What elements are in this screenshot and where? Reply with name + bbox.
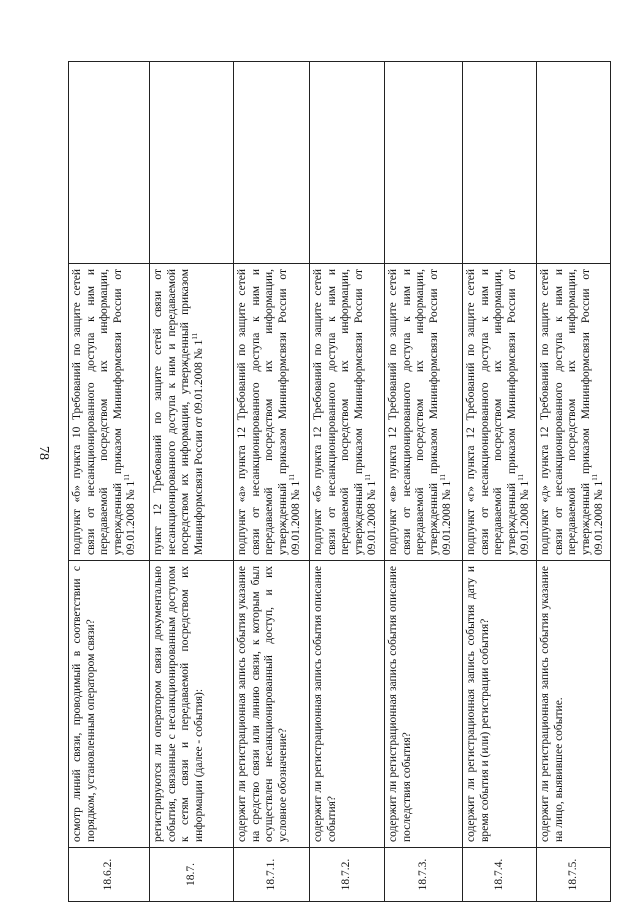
question-cell: осмотр линий связи, проводимый в соответствии с порядком, установленным оператором связи?: [69, 561, 150, 848]
empty-cell: [537, 62, 611, 264]
question-cell: содержит ли регистрационная запись события описание события?: [310, 561, 385, 848]
reference-text: подпункт «б» пункта 10 Требований по защите сетей связи от несанкционированного доступа к ним и передаваемой посредством их информации, утвержденный приказом Мининформсвязи России от 09.01.2008 № 1: [71, 269, 137, 555]
reference-text: подпункт «б» пункта 12 Требований по защите сетей связи от несанкционированного доступа к ним и передаваемой посредством их информации, утвержденный приказом Мининформсвязи России от 09.01.2008 № 1: [312, 269, 378, 555]
table-row: [463, 62, 537, 902]
reference-text: подпункт «г» пункта 12 Требований по защите сетей связи от несанкционированного доступа к ним и передаваемой посредством их информации, утвержденный приказом Мининформсвязи России от 09.01.2008 № 1: [465, 269, 531, 555]
reference-text: подпункт «в» пункта 12 Требований по защите сетей связи от несанкционированного доступа к ним и передаваемой посредством их информации, утвержденный приказом Мининформсвязи России от 09.01.2008 № 1: [387, 269, 453, 555]
table-row: [385, 62, 463, 902]
row-number: 18.6.2.: [102, 858, 115, 891]
table-row: [150, 62, 234, 902]
empty-cell: [234, 62, 310, 264]
table-row: [69, 62, 150, 902]
row-number: 18.7.2.: [340, 858, 353, 891]
reference-cell: [310, 264, 385, 561]
footnote-mark: 11: [190, 332, 199, 340]
rotated-table-wrapper: [68, 62, 610, 902]
question-cell: содержит ли регистрационная запись события дату и время события и (или) регистрации события?: [463, 561, 537, 848]
question-cell: регистрируются ли оператором связи документально события, связанные с несанкционированным доступом к сетям связи и передаваемой посредством их информации (далее - события):: [150, 561, 234, 848]
row-number-cell: [310, 848, 385, 902]
reference-cell: [234, 264, 310, 561]
page-number: 78: [36, 446, 51, 460]
footnote-mark: 11: [364, 474, 373, 481]
reference-cell: [385, 264, 463, 561]
empty-cell: [150, 62, 234, 264]
row-number-cell: [463, 848, 537, 902]
empty-cell: [463, 62, 537, 264]
row-number: 18.7.: [184, 863, 197, 886]
row-number: 18.7.3.: [416, 858, 429, 891]
row-number-cell: [537, 848, 611, 902]
row-number-cell: [69, 848, 150, 902]
row-number-cell: [234, 848, 310, 902]
row-number-cell: [385, 848, 463, 902]
table-row: [310, 62, 385, 902]
row-number-cell: [150, 848, 234, 902]
reference-cell: [69, 264, 150, 561]
footnote-mark: 11: [517, 474, 526, 481]
question-cell: содержит ли регистрационная запись события указание на средство связи или линию связи, к которым был осуществлен несанкционированный доступ, и их условное обозначение?: [234, 561, 310, 848]
question-cell: содержит ли регистрационная запись события указание на лицо, выявившее событие.: [537, 561, 611, 848]
requirements-table: [68, 61, 611, 902]
empty-cell: [310, 62, 385, 264]
reference-cell: [150, 264, 234, 561]
footnote-mark: 11: [439, 474, 448, 481]
footnote-mark: 11: [123, 474, 132, 481]
row-number: 18.7.4.: [492, 858, 505, 891]
reference-cell: [463, 264, 537, 561]
empty-cell: [385, 62, 463, 264]
table-row: [234, 62, 310, 902]
footnote-mark: 11: [288, 474, 297, 481]
table-row: [537, 62, 611, 902]
reference-text: подпункт «а» пункта 12 Требований по защите сетей связи от несанкционированного доступа к ним и передаваемой посредством их информации, утвержденный приказом Мининформсвязи России от 09.01.2008 № 1: [236, 269, 302, 555]
footnote-mark: 11: [591, 474, 600, 481]
question-cell: содержит ли регистрационная запись события описание последствия события?: [385, 561, 463, 848]
row-number: 18.7.1.: [264, 858, 277, 891]
row-number: 18.7.5.: [566, 858, 579, 891]
reference-text: подпункт «д» пункта 12 Требований по защите сетей связи от несанкционированного доступа к ним и передаваемой посредством их информации, утвержденный приказом Мининформсвязи России от 09.01.2008 № 1: [539, 269, 605, 555]
reference-text: пункт 12 Требований по защите сетей связи от несанкционированного доступа к ним и передаваемой посредством их информации, утвержденный приказом Мининформсвязи России от 09.01.2008 № 1: [152, 269, 205, 555]
reference-cell: [537, 264, 611, 561]
empty-cell: [69, 62, 150, 264]
